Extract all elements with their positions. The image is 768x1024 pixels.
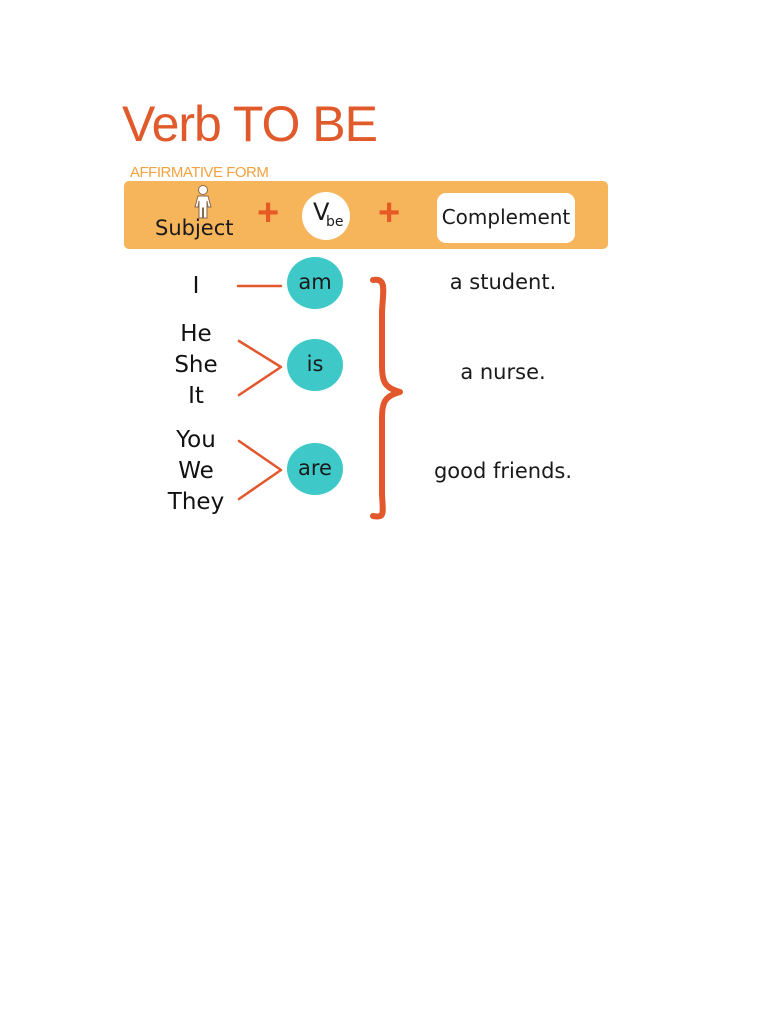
plus-sign: + xyxy=(378,192,401,234)
pronoun-i: I xyxy=(192,273,200,299)
subject-label: Subject xyxy=(155,216,234,240)
pronoun-it: It xyxy=(188,383,204,409)
verb-symbol: V xyxy=(313,198,330,226)
pronoun-they: They xyxy=(167,489,225,515)
verb-subscript: be xyxy=(326,214,344,230)
pronoun-he: He xyxy=(180,321,212,347)
complement-text: a student. xyxy=(449,270,557,294)
complement-label: Complement xyxy=(441,205,571,229)
curly-brace xyxy=(373,280,400,517)
pronoun-she: She xyxy=(174,352,218,378)
plus-sign: + xyxy=(257,192,280,234)
page-title: Verb TO BE xyxy=(122,96,377,152)
complement-text: good friends. xyxy=(433,459,573,483)
verb-is-badge: is xyxy=(287,339,343,391)
pronoun-you: You xyxy=(176,427,216,453)
subtitle: AFFIRMATIVE FORM xyxy=(130,164,269,181)
verb-to-be-card xyxy=(112,86,608,532)
arrow-connector xyxy=(239,441,281,499)
verb-are-badge: are xyxy=(287,443,343,495)
arrow-connector xyxy=(239,341,281,395)
pronoun-we: We xyxy=(178,458,214,484)
verb-am-badge: am xyxy=(287,257,343,309)
complement-text: a nurse. xyxy=(460,360,546,384)
